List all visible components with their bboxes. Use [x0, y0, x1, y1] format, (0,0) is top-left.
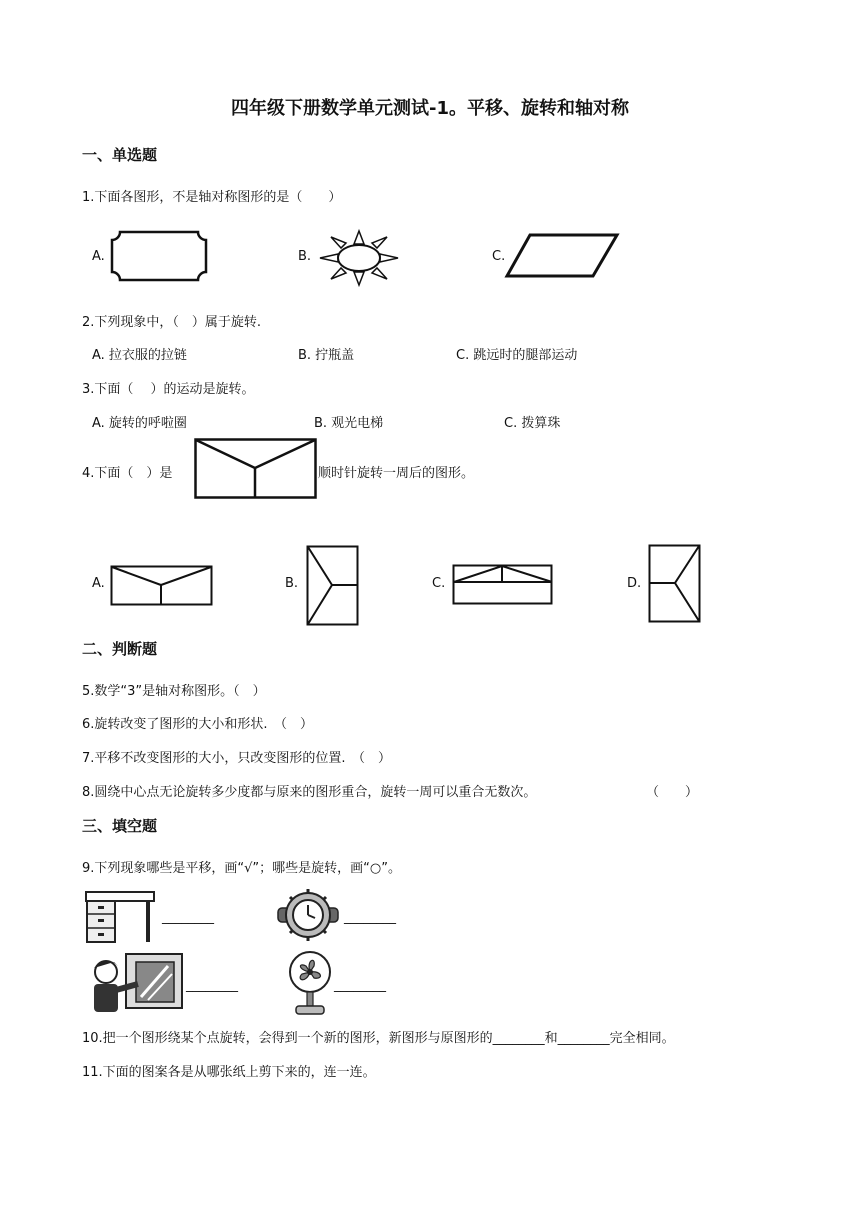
electric-fan-picture: [286, 950, 334, 1016]
question-4-prefix: 4.下面（ ）是: [82, 466, 173, 481]
q2-option-a: A. 拉衣服的拉链: [92, 348, 187, 363]
q4-option-c-label: C.: [432, 576, 446, 591]
desk-drawer-picture: [84, 890, 156, 944]
q3-option-c: C. 拨算珠: [504, 416, 561, 431]
question-9-text: 9.下列现象哪些是平移，画“√”；哪些是旋转，画“○”。: [82, 861, 401, 876]
section-heading-single-choice: 一、单选题: [82, 146, 158, 164]
question-10-text: 10.把一个图形绕某个点旋转，会得到一个新的图形，新图形与原图形的________和________完全相同。: [82, 1031, 675, 1046]
watch-gear-picture: [276, 884, 340, 946]
question-8-answer-paren: （ ）: [646, 785, 699, 800]
q2-option-c: C. 跳远时的腿部运动: [456, 348, 578, 363]
q4-option-d-figure: [648, 544, 702, 624]
person-window-picture: [86, 952, 186, 1016]
q4-option-c-figure: [452, 564, 554, 606]
q3-option-a: A. 旋转的呼啦圈: [92, 416, 187, 431]
section-heading-true-false: 二、判断题: [82, 640, 158, 658]
question-7-text: 7.平移不改变图形的大小，只改变图形的位置. （ ）: [82, 751, 392, 766]
question-3-text: 3.下面（ ）的运动是旋转。: [82, 382, 255, 397]
question-4-suffix: 顺时针旋转一周后的图形。: [318, 466, 475, 481]
q4-option-a-label: A.: [92, 576, 105, 591]
question-6-text: 6.旋转改变了图形的大小和形状. （ ）: [82, 717, 314, 732]
q1-option-c-parallelogram: [505, 232, 620, 280]
q9-blank-fan[interactable]: ________: [334, 978, 386, 993]
q9-blank-watch[interactable]: ________: [344, 910, 396, 925]
q4-option-a-figure: [110, 565, 214, 607]
question-2-text: 2.下列现象中，（ ）属于旋转.: [82, 315, 262, 330]
q9-blank-window[interactable]: ________: [186, 978, 238, 993]
q4-option-b-figure: [306, 545, 360, 627]
q1-option-a-notched-rectangle: [110, 230, 210, 284]
q2-option-b: B. 拧瓶盖: [298, 348, 355, 363]
section-heading-fill-in: 三、填空题: [82, 817, 158, 835]
q1-option-c-label: C.: [492, 249, 506, 264]
q3-option-b: B. 观光电梯: [314, 416, 384, 431]
q4-reference-envelope-figure: [194, 438, 318, 500]
question-5-text: 5.数学“3”是轴对称图形。（ ）: [82, 684, 266, 699]
q1-option-b-sun-shape: [316, 228, 402, 288]
q4-option-d-label: D.: [627, 576, 642, 591]
q1-option-a-label: A.: [92, 249, 105, 264]
question-8-text: 8.圆绕中心点无论旋转多少度都与原来的图形重合，旋转一周可以重合无数次。: [82, 785, 537, 800]
q1-option-b-label: B.: [298, 249, 312, 264]
page-title: 四年级下册数学单元测试-1。平移、旋转和轴对称: [231, 98, 629, 119]
question-11-text: 11.下面的图案各是从哪张纸上剪下来的，连一连。: [82, 1065, 376, 1080]
q4-option-b-label: B.: [285, 576, 299, 591]
q9-blank-desk[interactable]: ________: [162, 910, 214, 925]
question-1-text: 1.下面各图形，不是轴对称图形的是（ ）: [82, 190, 342, 205]
